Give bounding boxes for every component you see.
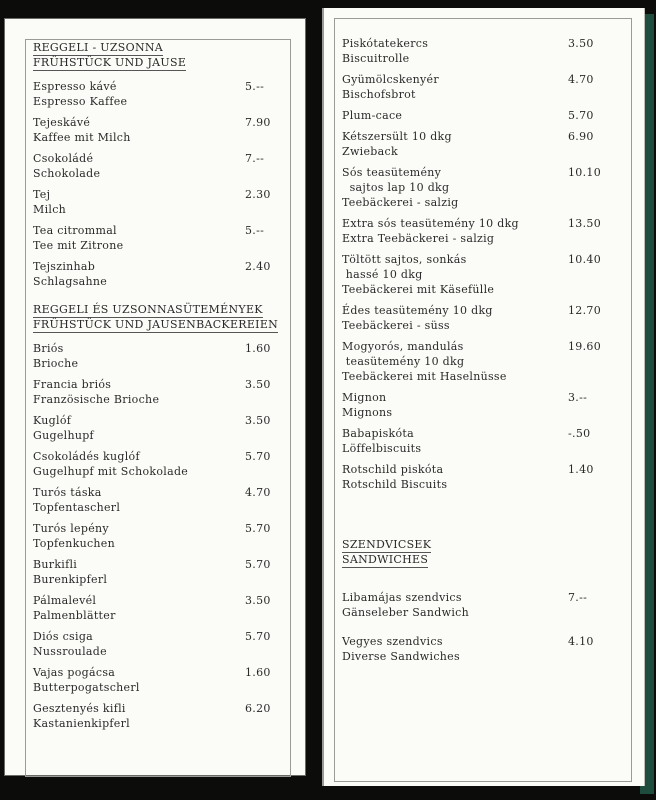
item-price: 7.--: [568, 591, 588, 604]
menu-item: [342, 72, 628, 102]
item-price: 19.60: [568, 340, 601, 353]
item-price: 1.60: [245, 342, 271, 355]
menu-item: [342, 252, 628, 297]
item-price: 12.70: [568, 304, 601, 317]
item-name: Libamájas szendvics Gänseleber Sandwich: [342, 591, 470, 619]
item-name: Gesztenyés kifli Kastanienkipferl: [33, 702, 130, 730]
menu-item: [33, 665, 287, 695]
menu-item: [342, 216, 628, 246]
section-title-line: SANDWICHES: [342, 553, 429, 566]
menu-item: [342, 36, 628, 66]
item-name: Babapiskóta Löffelbiscuits: [342, 427, 422, 455]
item-name: Pálmalevél Palmenblätter: [33, 594, 116, 622]
item-name: Tej Milch: [33, 188, 67, 216]
menu-item: [33, 223, 287, 253]
item-name: Briós Brioche: [33, 342, 79, 370]
menu-page-right: [322, 8, 645, 786]
item-name: Turós lepény Topfenkuchen: [33, 522, 116, 550]
section-title-line: FRÜHSTÜCK UND JAUSENBACKEREIEN: [33, 318, 279, 331]
menu-item: [33, 115, 287, 145]
item-name: Kétszersült 10 dkg Zwieback: [342, 130, 452, 158]
item-price: -.50: [568, 427, 591, 440]
item-price: 4.70: [568, 73, 594, 86]
right-page-content: [342, 36, 628, 678]
menu-item: [342, 339, 628, 384]
item-name: Francia briós Französische Brioche: [33, 378, 160, 406]
item-price: 7.--: [245, 152, 265, 165]
item-price: 2.40: [245, 260, 271, 273]
item-price: 6.20: [245, 702, 271, 715]
menu-item: [33, 449, 287, 479]
item-name: Burkifli Burenkipferl: [33, 558, 108, 586]
item-name: Csokoládés kuglóf Gugelhupf mit Schokolade: [33, 450, 189, 478]
menu-item: [33, 151, 287, 181]
section-title-line: REGGELI ÉS UZSONNASÜTEMÉNYEK: [33, 303, 263, 316]
menu-item: [33, 593, 287, 623]
item-name: Turós táska Topfentascherl: [33, 486, 121, 514]
item-name: Kuglóf Gugelhupf: [33, 414, 94, 442]
item-price: 13.50: [568, 217, 601, 230]
item-price: 6.90: [568, 130, 594, 143]
menu-item: [33, 701, 287, 731]
item-price: 5.70: [245, 630, 271, 643]
menu-item: [33, 521, 287, 551]
item-name: Mignon Mignons: [342, 391, 393, 419]
menu-item: [33, 341, 287, 371]
item-name: Espresso kávé Espresso Kaffee: [33, 80, 128, 108]
menu-item: [342, 634, 628, 664]
menu-item: [33, 629, 287, 659]
menu-item: [33, 413, 287, 443]
item-name: Sós teasütemény sajtos lap 10 dkg Teebäckerei - salzig: [342, 166, 459, 209]
menu-item: [342, 129, 628, 159]
section-title: [342, 538, 628, 568]
item-price: 3.50: [568, 37, 594, 50]
item-name: Piskótatekercs Biscuitrolle: [342, 37, 429, 65]
item-price: 2.30: [245, 188, 271, 201]
item-price: 5.70: [245, 450, 271, 463]
item-name: Vegyes szendvics Diverse Sandwiches: [342, 635, 460, 663]
item-price: 3.50: [245, 414, 271, 427]
section-title: [33, 303, 287, 333]
left-page-content: [33, 41, 287, 737]
menu-item: [342, 390, 628, 420]
item-price: 3.--: [568, 391, 588, 404]
item-price: 10.10: [568, 166, 601, 179]
item-price: 10.40: [568, 253, 601, 266]
section-title-line: REGGELI - UZSONNA: [33, 41, 164, 54]
menu-item: [342, 426, 628, 456]
item-name: Mogyorós, mandulás teasütemény 10 dkg Teebäckerei mit Haselnüsse: [342, 340, 507, 383]
item-price: 1.60: [245, 666, 271, 679]
item-name: Rotschild piskóta Rotschild Biscuits: [342, 463, 448, 491]
item-price: 3.50: [245, 594, 271, 607]
item-price: 5.70: [245, 522, 271, 535]
item-price: 3.50: [245, 378, 271, 391]
item-price: 1.40: [568, 463, 594, 476]
item-name: Tejszinhab Schlagsahne: [33, 260, 108, 288]
item-price: 4.70: [245, 486, 271, 499]
item-name: Diós csiga Nussroulade: [33, 630, 107, 658]
item-name: Tea citrommal Tee mit Zitrone: [33, 224, 124, 252]
item-name: Vajas pogácsa Butterpogatscherl: [33, 666, 140, 694]
item-name: Plum-cace: [342, 109, 403, 122]
item-name: Tejeskávé Kaffee mit Milch: [33, 116, 131, 144]
item-price: 5.70: [568, 109, 594, 122]
menu-item: [33, 79, 287, 109]
menu-item: [33, 377, 287, 407]
menu-item: [342, 590, 628, 620]
item-price: 5.--: [245, 224, 265, 237]
section-title-line: FRÜHSTÜCK UND JAUSE: [33, 56, 187, 69]
item-price: 5.--: [245, 80, 265, 93]
section-title-line: SZENDVICSEK: [342, 538, 432, 551]
item-price: 7.90: [245, 116, 271, 129]
menu-item: [342, 165, 628, 210]
menu-item: [342, 303, 628, 333]
item-name: Gyümölcskenyér Bischofsbrot: [342, 73, 439, 101]
menu-item: [33, 557, 287, 587]
menu-item: [342, 462, 628, 492]
menu-item: [33, 187, 287, 217]
menu-item: [33, 485, 287, 515]
item-name: Extra sós teasütemény 10 dkg Extra Teebäckerei - salzig: [342, 217, 519, 245]
item-name: Csokoládé Schokolade: [33, 152, 101, 180]
menu-item: [33, 259, 287, 289]
item-name: Édes teasütemény 10 dkg Teebäckerei - süss: [342, 304, 493, 332]
section-title: [33, 41, 287, 71]
item-price: 4.10: [568, 635, 594, 648]
menu-item: [342, 108, 628, 123]
item-name: Töltött sajtos, sonkás hassé 10 dkg Teebäckerei mit Käsefülle: [342, 253, 495, 296]
menu-page-left: [4, 18, 306, 776]
item-price: 5.70: [245, 558, 271, 571]
